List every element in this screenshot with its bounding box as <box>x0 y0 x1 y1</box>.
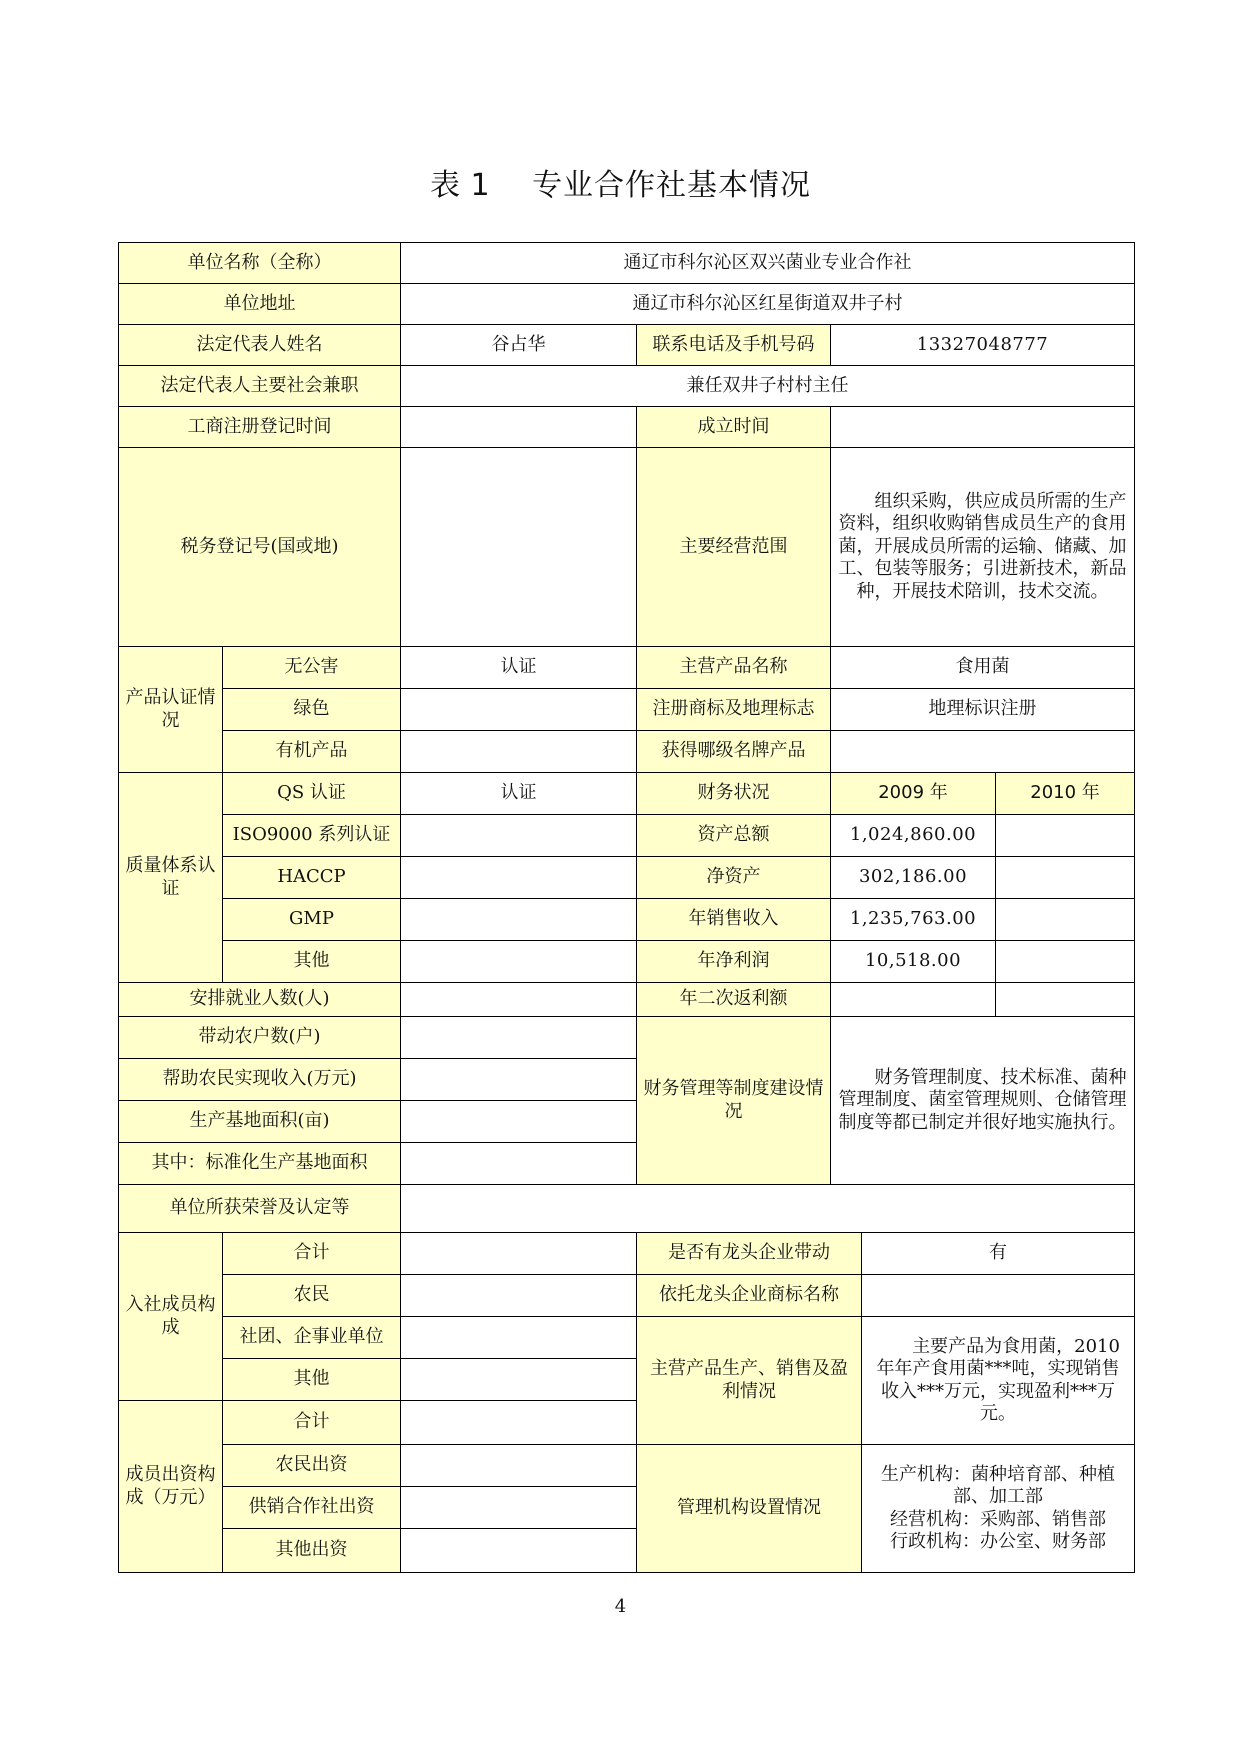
base-area-value <box>401 1101 637 1143</box>
brand-level-label: 获得哪级名牌产品 <box>637 731 831 773</box>
member-value <box>401 1275 637 1317</box>
social-role-label: 法定代表人主要社会兼职 <box>119 366 401 407</box>
sales-label: 主营产品生产、销售及盈利情况 <box>637 1317 862 1445</box>
capital-group: 成员出资构成（万元） <box>119 1401 223 1573</box>
mgmt-system-label: 财务管理等制度建设情况 <box>637 1017 831 1185</box>
quality-label: GMP <box>223 899 401 941</box>
finance-2010-value <box>996 899 1135 941</box>
cert-label: 绿色 <box>223 689 401 731</box>
established-value <box>831 407 1135 448</box>
employment-label: 安排就业人数(人) <box>119 983 401 1017</box>
mgmt-system-value: 财务管理制度、技术标准、菌种管理制度、菌室管理规则、仓储管理制度等都已制定并很好地实施执行。 <box>831 1017 1135 1185</box>
households-label: 带动农户数(户) <box>119 1017 401 1059</box>
registration-label: 工商注册登记时间 <box>119 407 401 448</box>
capital-value <box>401 1487 637 1529</box>
cert-label: 无公害 <box>223 647 401 689</box>
finance-2010-value <box>996 941 1135 983</box>
sales-value: 主要产品为食用菌，2010年年产食用菌***吨，实现销售收入***万元，实现盈利***万元。 <box>862 1317 1135 1445</box>
finance-2009-value: 302,186.00 <box>831 857 996 899</box>
address-value: 通辽市科尔沁区红星街道双井子村 <box>401 284 1135 325</box>
cert-value <box>401 731 637 773</box>
quality-value <box>401 815 637 857</box>
year-2010-header: 2010 年 <box>996 773 1135 815</box>
farmer-income-label: 帮助农民实现收入(万元) <box>119 1059 401 1101</box>
capital-value <box>401 1529 637 1573</box>
std-base-area-label: 其中：标准化生产基地面积 <box>119 1143 401 1185</box>
quality-value <box>401 899 637 941</box>
finance-label: 年净利润 <box>637 941 831 983</box>
member-value <box>401 1359 637 1401</box>
capital-value <box>401 1401 637 1445</box>
org-structure-label: 管理机构设置情况 <box>637 1445 862 1573</box>
unit-name-label: 单位名称（全称） <box>119 243 401 284</box>
main-product-label: 主营产品名称 <box>637 647 831 689</box>
leader-brand-label: 依托龙头企业商标名称 <box>637 1275 862 1317</box>
trademark-label: 注册商标及地理标志 <box>637 689 831 731</box>
finance-2010-value <box>996 857 1135 899</box>
address-label: 单位地址 <box>119 284 401 325</box>
finance-2010-value <box>996 815 1135 857</box>
registration-value <box>401 407 637 448</box>
quality-label: ISO9000 系列认证 <box>223 815 401 857</box>
quality-value <box>401 857 637 899</box>
table-number: 表 1 <box>429 168 491 203</box>
quality-cert-group: 质量体系认证 <box>119 773 223 983</box>
cert-label: 有机产品 <box>223 731 401 773</box>
tax-value <box>401 448 637 647</box>
phone-label: 联系电话及手机号码 <box>637 325 831 366</box>
brand-level-value <box>831 731 1135 773</box>
page-number: 4 <box>614 1596 627 1617</box>
established-label: 成立时间 <box>637 407 831 448</box>
std-base-area-value <box>401 1143 637 1185</box>
capital-value <box>401 1445 637 1487</box>
capital-label: 其他出资 <box>223 1529 401 1573</box>
honors-label: 单位所获荣誉及认定等 <box>119 1185 401 1233</box>
member-label: 社团、企事业单位 <box>223 1317 401 1359</box>
rebate-2010-value <box>996 983 1135 1017</box>
qs-value: 认证 <box>401 773 637 815</box>
members-group: 入社成员构成 <box>119 1233 223 1401</box>
member-label: 合计 <box>223 1233 401 1275</box>
base-area-label: 生产基地面积(亩) <box>119 1101 401 1143</box>
finance-label: 净资产 <box>637 857 831 899</box>
year-2009-header: 2009 年 <box>831 773 996 815</box>
cooperative-info-table <box>118 242 1135 1573</box>
phone-value: 13327048777 <box>831 325 1135 366</box>
legal-rep-value: 谷占华 <box>401 325 637 366</box>
org-line: 行政机构：办公室、财务部 <box>890 1531 1107 1552</box>
capital-label: 农民出资 <box>223 1445 401 1487</box>
quality-value <box>401 941 637 983</box>
rebate-2009-value <box>831 983 996 1017</box>
product-cert-group: 产品认证情况 <box>119 647 223 773</box>
employment-value <box>401 983 637 1017</box>
finance-2009-value: 1,235,763.00 <box>831 899 996 941</box>
unit-name-value: 通辽市科尔沁区双兴菌业专业合作社 <box>401 243 1135 284</box>
quality-label: HACCP <box>223 857 401 899</box>
member-value <box>401 1317 637 1359</box>
main-product-value: 食用菌 <box>831 647 1135 689</box>
finance-2009-value: 10,518.00 <box>831 941 996 983</box>
rebate-label: 年二次返利额 <box>637 983 831 1017</box>
org-structure-value <box>862 1445 1135 1573</box>
page-title <box>0 160 1241 204</box>
member-label: 其他 <box>223 1359 401 1401</box>
quality-label: 其他 <box>223 941 401 983</box>
leader-enterprise-value: 有 <box>862 1233 1135 1275</box>
capital-label: 合计 <box>223 1401 401 1445</box>
tax-label: 税务登记号(国或地) <box>119 448 401 647</box>
farmer-income-value <box>401 1059 637 1101</box>
finance-2009-value: 1,024,860.00 <box>831 815 996 857</box>
leader-enterprise-label: 是否有龙头企业带动 <box>637 1233 862 1275</box>
legal-rep-label: 法定代表人姓名 <box>119 325 401 366</box>
qs-label: QS 认证 <box>223 773 401 815</box>
org-line: 生产机构：菌种培育部、种植部、加工部 <box>881 1463 1116 1507</box>
finance-label: 资产总额 <box>637 815 831 857</box>
trademark-value: 地理标识注册 <box>831 689 1135 731</box>
member-label: 农民 <box>223 1275 401 1317</box>
households-value <box>401 1017 637 1059</box>
scope-value: 组织采购，供应成员所需的生产资料，组织收购销售成员生产的食用菌，开展成员所需的运输、储藏、加工、包装等服务；引进新技术，新品种，开展技术陪训，技术交流。 <box>831 448 1135 647</box>
honors-value <box>401 1185 1135 1233</box>
capital-label: 供销合作社出资 <box>223 1487 401 1529</box>
finance-header: 财务状况 <box>637 773 831 815</box>
table-title: 专业合作社基本情况 <box>532 168 812 203</box>
social-role-value: 兼任双井子村村主任 <box>401 366 1135 407</box>
cert-value: 认证 <box>401 647 637 689</box>
cert-value <box>401 689 637 731</box>
org-line: 经营机构：采购部、销售部 <box>890 1508 1107 1530</box>
scope-label: 主要经营范围 <box>637 448 831 647</box>
leader-brand-value <box>862 1275 1135 1317</box>
finance-label: 年销售收入 <box>637 899 831 941</box>
member-value <box>401 1233 637 1275</box>
